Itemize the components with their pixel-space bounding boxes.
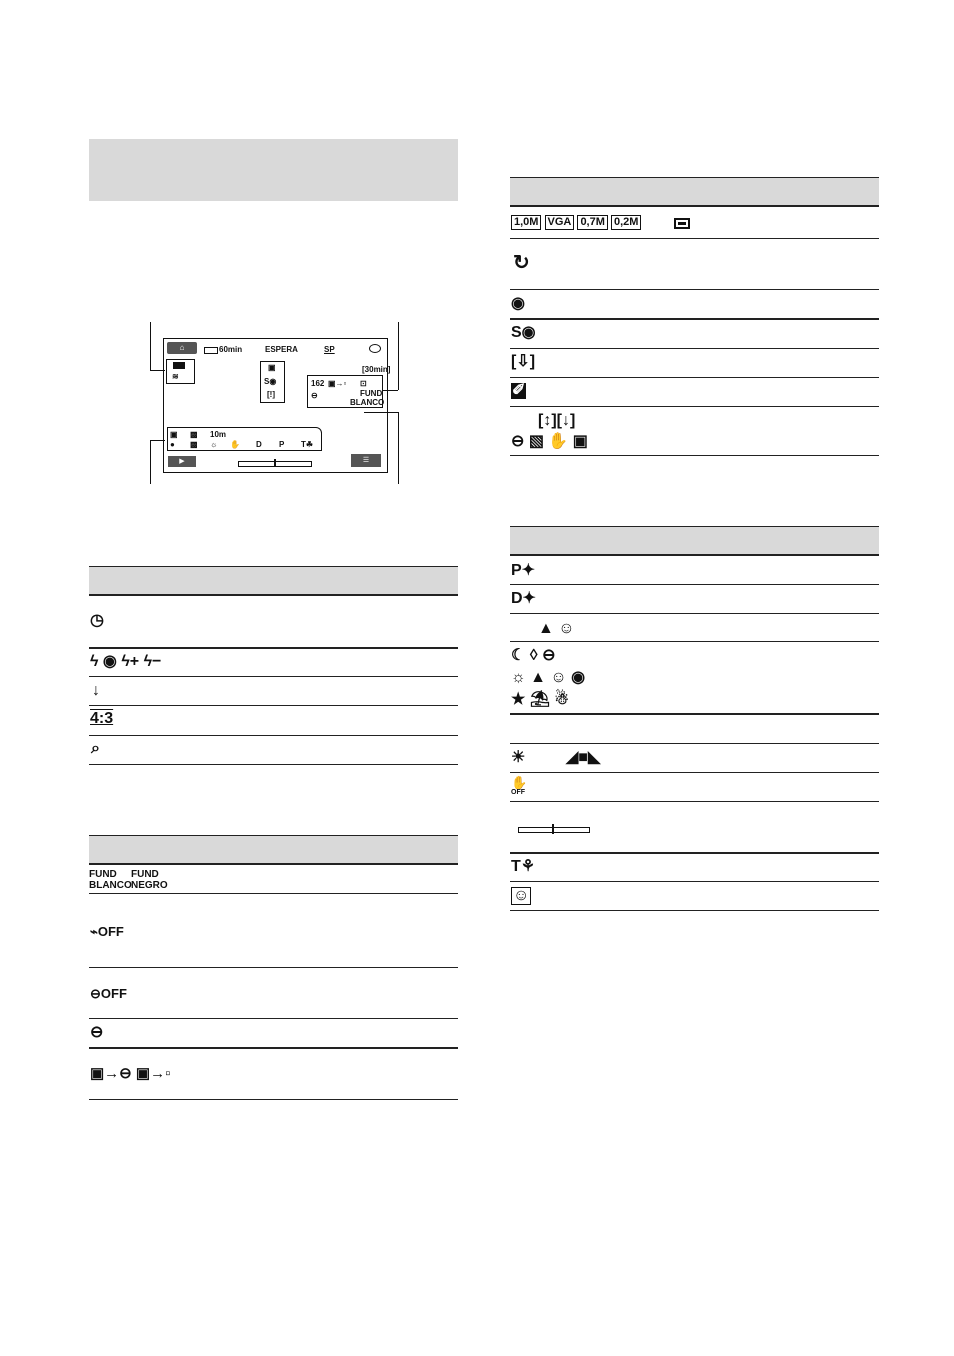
steady-shot-off-label: OFF — [511, 789, 525, 796]
leader-line-2b — [383, 390, 398, 391]
steady-shot-icon: ✋ — [230, 440, 240, 449]
table-b-header — [89, 835, 458, 865]
white-balance-icon: ☼ — [210, 440, 218, 449]
focus-icon: [!] — [267, 390, 275, 399]
table-c-rule-4 — [510, 348, 879, 349]
table-d-rule-6 — [510, 772, 879, 773]
fund-negro-line-2: NEGRO — [131, 880, 168, 891]
tele-macro-icon: T⚘ — [511, 858, 536, 875]
section-heading-box — [89, 139, 458, 201]
wireless-icon: ⌕ — [91, 740, 100, 757]
zoom-bar-handle — [552, 824, 554, 834]
scene-selection-icons-row3: ★ ⛱ ☃ — [511, 691, 569, 708]
super-red-eye-icon: S◉ — [264, 377, 277, 386]
table-a-rule-1 — [89, 647, 458, 649]
flash-off-icon: ⊡ — [360, 379, 367, 388]
record-destination-icons: ▣→⊖ ▣→▫ — [90, 1065, 171, 1082]
face-detection-icon: ☺ — [513, 887, 530, 904]
table-a-rule-3 — [89, 705, 458, 706]
blanco-label: BLANCO — [350, 398, 385, 407]
face-icon: ▣ — [170, 430, 178, 439]
status-text: ESPERA — [265, 345, 298, 354]
flash-off-icon: ⌁OFF — [90, 924, 124, 939]
digital-effect-d-icon: D✦ — [511, 590, 536, 607]
photo-count: 162 — [311, 379, 325, 388]
leader-line-4b — [364, 412, 398, 413]
table-d-rule-1 — [510, 584, 879, 585]
battery-time: 60min — [219, 345, 243, 354]
fund-blanco-line-2: BLANCO — [89, 880, 132, 891]
table-d-rule-8 — [510, 852, 879, 854]
fund-negro-label — [131, 869, 168, 891]
leader-line-3 — [150, 440, 151, 484]
mic-level-icon: ↓ — [92, 682, 100, 699]
table-c-rule-3 — [510, 318, 879, 320]
spotlight-icon: ◢■◣ — [566, 749, 601, 766]
table-c-header — [510, 177, 879, 207]
disc-access-off-icon: ⊖OFF — [90, 986, 127, 1001]
leader-line-2 — [398, 322, 399, 390]
warning-icons: ⊖ ▧ ✋ ▣ — [511, 433, 588, 450]
disc-access-icon: ⊖ — [90, 1024, 104, 1041]
leader-line-1 — [150, 322, 151, 370]
red-eye-icon: ◉ — [511, 295, 525, 312]
wifi-icon: ≋ — [172, 372, 179, 381]
d-icon: D — [256, 440, 262, 449]
photo-effect-p-icon: P✦ — [511, 562, 536, 579]
steady-shot-off-icon: ✋ OFF — [511, 775, 528, 796]
flash-icons: ϟ ◉ ϟ+ ϟ− — [90, 653, 162, 670]
exposure-icon: ▩ — [190, 430, 198, 439]
table-b-rule-3 — [89, 1018, 458, 1019]
home-button: ⌂ — [167, 342, 197, 354]
table-d-rule-7 — [510, 801, 879, 802]
leader-line-3b — [150, 440, 165, 441]
fund-blanco-line-1: FUND — [89, 869, 117, 880]
table-d-rule-4 — [510, 713, 879, 715]
scene-icon: ▩ — [190, 440, 198, 449]
self-timer-icon: ◷ — [90, 612, 104, 629]
fund-label: FUND — [360, 389, 383, 398]
pen-icon: ✐ — [512, 382, 526, 399]
super-red-eye-icon: S◉ — [511, 324, 536, 341]
wide-frame-icon — [674, 218, 690, 229]
focus-frame-icon: [⇩] — [511, 353, 536, 370]
table-b-rule-1 — [89, 893, 458, 894]
playback-button: ▶ — [168, 456, 196, 467]
self-timer-indicator-icon — [173, 362, 185, 369]
focus-bracket-icons: [↕][↓] — [538, 412, 576, 429]
table-c-rule-5 — [510, 377, 879, 378]
table-c-rule-2 — [510, 289, 879, 290]
table-c-rule-6 — [510, 406, 879, 407]
tele-macro-icon: T☘ — [301, 440, 314, 449]
table-d-header — [510, 526, 879, 556]
fund-negro-line-1: FUND — [131, 869, 159, 880]
table-b-rule-2 — [89, 967, 458, 968]
image-size-icons — [511, 215, 641, 230]
table-c-rule-1 — [510, 238, 879, 239]
table-d-rule-5 — [510, 743, 879, 744]
table-d-rule-9 — [510, 881, 879, 882]
leader-line-1b — [150, 370, 165, 371]
battery-icon — [204, 347, 218, 354]
size-vga-icon: VGA — [545, 215, 575, 230]
table-a-header — [89, 566, 458, 596]
table-a-rule-2 — [89, 676, 458, 677]
slider-handle — [274, 459, 276, 467]
continuous-icon: ↻ — [513, 252, 530, 274]
option-button: ☰ — [351, 454, 381, 467]
disc-off-icon: ⊖ — [311, 391, 318, 400]
scene-selection-icons-row2: ☼ ▲ ☺ ◉ — [511, 669, 586, 686]
p-icon: P — [279, 440, 285, 449]
lcd-screen-diagram — [163, 338, 391, 473]
size-1m-icon: 1,0M — [511, 215, 541, 230]
size-02m-icon: 0,2M — [611, 215, 641, 230]
leader-line-4 — [398, 412, 399, 484]
table-a-rule-5 — [89, 764, 458, 765]
table-d-rule-3 — [510, 641, 879, 642]
table-b-rule-5 — [89, 1099, 458, 1100]
scene-selection-icons: ☾ ◊ ⊖ — [511, 647, 556, 664]
landscape-portrait-icons: ▲ ☺ — [538, 620, 575, 637]
fund-blanco-label — [89, 869, 132, 891]
aspect-ratio-icon: 4:3 — [90, 710, 114, 727]
camera-to-card-icon: ▣→▫ — [328, 379, 347, 388]
table-b-rule-4 — [89, 1047, 458, 1049]
quality-text: SP — [324, 345, 335, 354]
camera-icon: ▣ — [268, 363, 276, 372]
white-balance-icon: ☀ — [511, 749, 526, 766]
table-a-rule-4 — [89, 735, 458, 736]
table-d-rule-10 — [510, 910, 879, 911]
size-07m-icon: 0,7M — [577, 215, 607, 230]
spot-icon: ● — [170, 440, 175, 449]
remaining-text: [30min] — [362, 365, 391, 374]
zoom-bar-icon — [518, 827, 590, 833]
disc-icon — [369, 344, 381, 353]
interval-text: 10m — [210, 430, 227, 439]
table-d-rule-2 — [510, 613, 879, 614]
table-c-rule-7 — [510, 455, 879, 456]
